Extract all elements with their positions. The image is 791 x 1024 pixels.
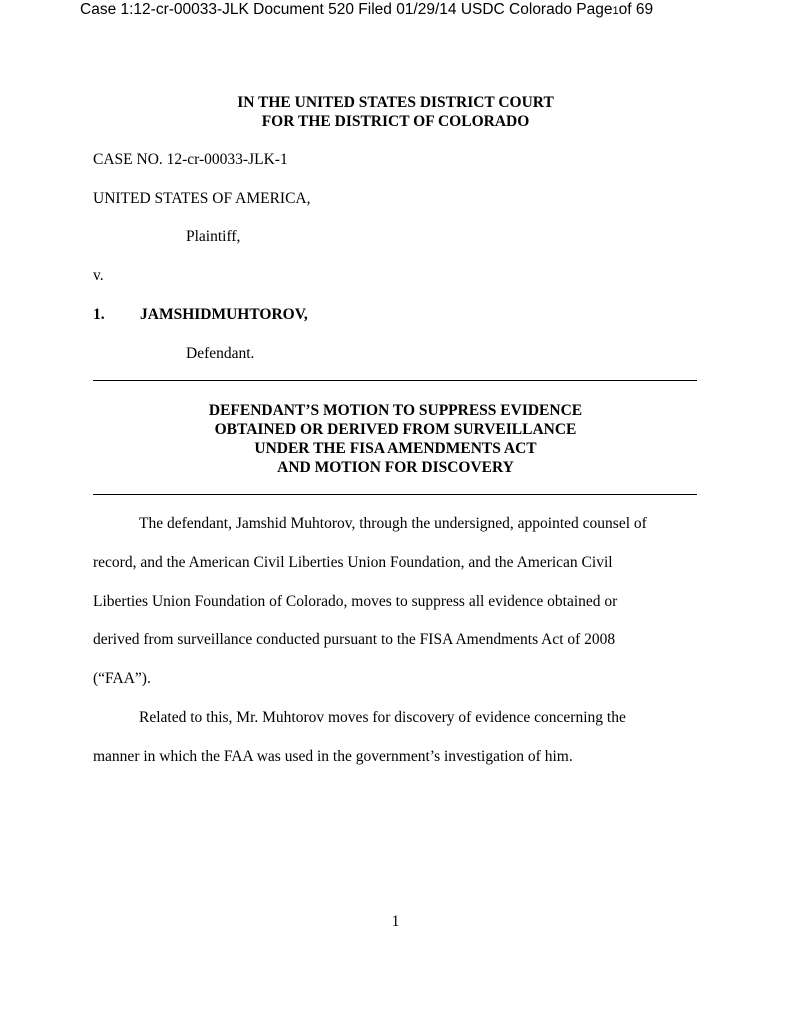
motion-title-line1: DEFENDANT’S MOTION TO SUPPRESS EVIDENCE [208,402,583,419]
court-heading-line1: IN THE UNITED STATES DISTRICT COURT [237,94,554,111]
filing-header-page: 1 [612,5,619,17]
filing-header-stamp [80,1,653,19]
body-paragraph-1-line: Liberties Union Foundation of Colorado, moves to suppress all evidence obtained or [93,592,618,610]
body-paragraph-1-line: (“FAA”). [93,670,151,688]
body-paragraph-2-line: Related to this, Mr. Muhtorov moves for discovery of evidence concerning the [139,709,626,726]
motion-title [0,401,791,477]
motion-title-line4: AND MOTION FOR DISCOVERY [277,459,514,476]
filing-header-total: of 69 [618,1,654,18]
defendant-name: JAMSHIDMUHTOROV, [140,306,308,323]
caption-divider-top [93,380,697,381]
body-paragraph-2-line: manner in which the FAA was used in the government’s investigation of him. [93,747,573,765]
filing-header-text: Case 1:12-cr-00033-JLK Document 520 Filed 01/29/14 USDC Colorado Page [80,1,613,18]
defendant-line [93,306,308,324]
body-paragraph-1-line: record, and the American Civil Liberties Union Foundation, and the American Civil [93,553,613,571]
defendant-number: 1. [93,306,105,323]
body-paragraph-1-line: derived from surveillance conducted pursuant to the FISA Amendments Act of 2008 [93,631,616,649]
motion-title-line3: UNDER THE FISA AMENDMENTS ACT [254,440,537,457]
caption-divider-bottom [93,494,697,495]
body-paragraph-2 [93,699,697,777]
body-paragraph-1 [93,505,697,699]
versus: v. [93,267,104,284]
court-heading [0,93,791,131]
plaintiff-name: UNITED STATES OF AMERICA, [93,190,311,207]
case-number: CASE NO. 12-cr-00033-JLK-1 [93,151,288,168]
motion-title-line2: OBTAINED OR DERIVED FROM SURVEILLANCE [214,421,577,438]
court-heading-line2: FOR THE DISTRICT OF COLORADO [261,113,530,130]
plaintiff-role: Plaintiff, [186,228,241,245]
page-number: 1 [391,913,400,930]
body-paragraph-1-line: The defendant, Jamshid Muhtorov, through the undersigned, appointed counsel of [139,515,647,532]
defendant-role: Defendant. [186,345,255,362]
